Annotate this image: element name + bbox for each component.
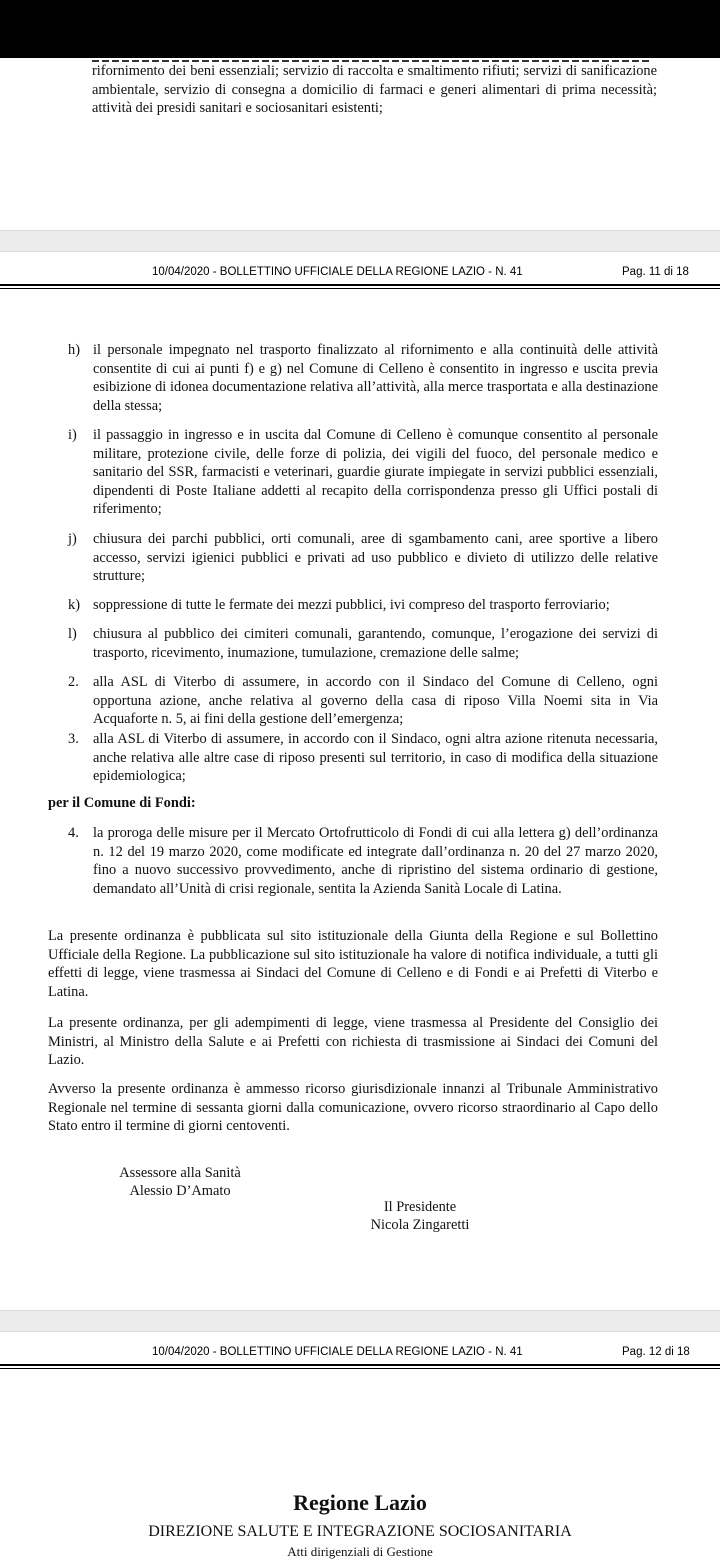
list-item-text: chiusura al pubblico dei cimiteri comunali, garantendo, comunque, l’erogazione dei servizi di trasporto, ricevimento, inumazione, tumulazione, cremazione delle salme; [93,626,658,661]
closing-paragraph: La presente ordinanza, per gli adempimenti di legge, viene trasmessa al Presidente del Consiglio dei Ministri, al Ministro della Salute e ai Prefetti con richiesta di trasmissione ai Sindaci dei Comuni del Lazio. [48,1015,658,1068]
header-rule [0,1364,720,1366]
header-page-number: Pag. 11 di 18 [622,266,689,278]
signature-role: Il Presidente [383,1199,457,1215]
next-page-direzione: DIREZIONE SALUTE E INTEGRAZIONE SOCIOSANITARIA [148,1523,572,1540]
list-item-text: soppressione di tutte le fermate dei mezzi pubblici, ivi compreso del trasporto ferroviario; [93,597,610,613]
list-item-text: il personale impegnato nel trasporto finalizzato al rifornimento e alla continuità delle attività consentite di cui ai punti f) e g) nel Comune di Celleno è consentito in ingresso e uscita previa esibizione di idonea documentazione relativa all’attività, alla merce trasportata e alla destinazione della stessa; [93,342,658,414]
page-gap [0,230,720,252]
top-continuation-paragraph: rifornimento dei beni essenziali; servizio di raccolta e smaltimento rifiuti; servizi di sanificazione ambientale, servizio di consegna a domicilio di farmaci e generi alimentari di prima necessità; attività dei presidi sanitari e sociosanitari esistenti; [92,63,657,116]
signature-name: Alessio D’Amato [129,1183,231,1199]
closing-paragraph: Avverso la presente ordinanza è ammesso ricorso giurisdizionale innanzi al Tribunale Amministrativo Regionale nel termine di sessanta giorni dalla comunicazione, ovvero ricorso straordinario al Capo dello Stato entro il termine di giorni centoventi. [48,1081,658,1134]
list-marker: i) [68,427,77,443]
list-item-text: alla ASL di Viterbo di assumere, in accordo con il Sindaco, ogni altra azione ritenuta necessaria, anche relativa alle altre case di riposo presenti sul territorio, in caso di modifica della situazione epidemiologica; [93,731,658,784]
header-title: 10/04/2020 - BOLLETTINO UFFICIALE DELLA REGIONE LAZIO - N. 41 [152,1346,523,1358]
list-item-text: alla ASL di Viterbo di assumere, in accordo con il Sindaco del Comune di Celleno, ogni opportuna azione, anche relativa al governo della casa di riposo Villa Noemi sita in Via Acquaforte n. 5, ai fini della gestione dell’emergenza; [93,674,658,727]
list-marker: j) [68,531,77,547]
signature-name: Nicola Zingaretti [370,1217,470,1233]
list-marker: 4. [68,825,79,841]
header-rule [0,284,720,286]
list-marker: k) [68,597,80,613]
page-gap [0,1310,720,1332]
header-rule [0,1368,720,1369]
signature-presidente [340,1198,500,1234]
header-page-number: Pag. 12 di 18 [622,1346,690,1358]
signature-assessore [100,1164,260,1200]
list-marker: 3. [68,731,79,747]
header-rule [0,288,720,289]
header-title: 10/04/2020 - BOLLETTINO UFFICIALE DELLA REGIONE LAZIO - N. 41 [152,266,523,278]
next-page-atti: Atti dirigenziali di Gestione [287,1544,433,1559]
signature-role: Assessore alla Sanità [119,1165,241,1181]
list-item-text: la proroga delle misure per il Mercato Ortofrutticolo di Fondi di cui alla lettera g) dell’ordinanza n. 12 del 19 marzo 2020, come modificate ed integrate dall’ordinanza n. 20 del 27 marzo 2020, fino a nuovo successivo provvedimento, anche di ripristino del sistema ordinario di gestione, demandato all’Unità di crisi regionale, sentita la Azienda Sanità Locale di Latina. [93,825,658,897]
list-item-text: chiusura dei parchi pubblici, orti comunali, aree di sgambamento cani, aree sportive a libero accesso, servizi igienici pubblici e privati ad uso pubblico e divieto di utilizzo delle relative strutture; [93,531,658,584]
status-bar [0,0,720,58]
next-page-title: Regione Lazio [293,1490,427,1515]
list-marker: l) [68,626,77,642]
section-heading: per il Comune di Fondi: [48,795,196,811]
closing-paragraph: La presente ordinanza è pubblicata sul sito istituzionale della Giunta della Regione e sul Bollettino Ufficiale della Regione. La pubblicazione sul sito istituzionale ha valore di notifica individuale, a tutti gli effetti di legge, viene trasmessa ai Sindaci del Comune di Celleno e di Fondi e ai Prefetti di Viterbo e Latina. [48,928,658,1000]
list-marker: h) [68,342,80,358]
list-marker: 2. [68,674,79,690]
list-item-text: il passaggio in ingresso e in uscita dal Comune di Celleno è comunque consentito al personale militare, protezione civile, delle forze di polizia, dei vigili del fuoco, del personale medico e sanitario del SSR, farmacisti e veterinari, guardie giurate impiegate in servizi pubblici essenziali, dipendenti di Poste Italiane addetti al recapito della corrispondenza presso gli Uffici postali di riferimento; [93,427,658,517]
